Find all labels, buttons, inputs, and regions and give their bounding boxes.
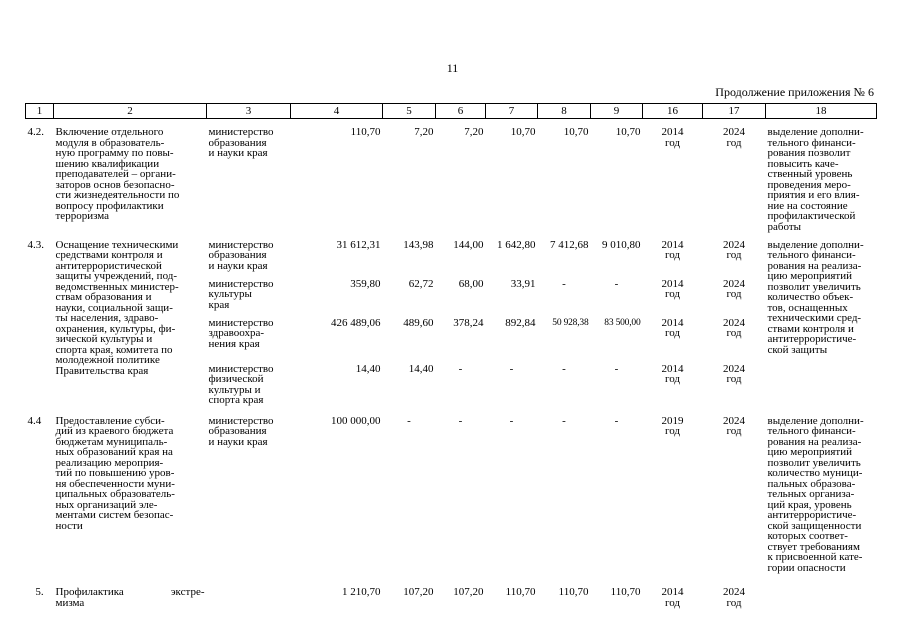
executor: министерство образования и науки края [208,238,274,272]
value-cell: - [562,362,566,375]
end-year: 2024 год [723,414,745,437]
value-cell: 110,70 [505,586,536,598]
end-year: 2024 год [723,238,745,261]
value-cell: - [458,414,463,427]
value-cell: 7,20 [464,126,484,138]
value-cell: 7 412,68 [550,238,589,251]
start-year: 2014 год [661,277,684,300]
sub-rows [207,234,766,414]
value-cell: 31 612,31 [336,238,381,251]
value-cell: - [614,414,619,427]
expected-result: выделение дополни- тельного финанси- рования на реализа- цию мероприятий позволит увеличить количество муници- пальных образова- тельных организа- ций края, уровень антитеррористиче- ской защищенности которых соответ- ствует требованиям к присвоенной кате- гории опасности [767,414,864,574]
expected-result: выделение дополни- тельного финанси- рования на реализа- цию мероприятий позволит увеличить количество объек- тов, оснащенных техническими сред- ствами контроля и антитеррористиче- ской защиты [767,238,864,356]
value-cell: 489,60 [403,316,434,329]
measure-title: Включение отдельного модуля в образователь- ную программу по повы- шению квалификации преподавателей – органи- заторов основ безопасно- сти жизнедеятельности по вопросу профилактики терроризма [55,126,180,222]
value-cell: 426 489,06 [331,316,381,329]
executor: министерство здравоохра- нения края [208,316,274,350]
row-number: 4.2. [27,126,44,138]
table-row-4-4 [26,414,877,582]
executor: министерство культуры края [208,277,274,311]
column-header: 2 [54,104,207,119]
start-year: 2014 год [661,586,684,609]
value-cell: 378,24 [453,316,484,329]
sub-row-health [207,318,766,364]
value-cell: 110,70 [350,126,381,138]
start-year: 2014 год [661,238,684,261]
column-header: 7 [486,104,538,119]
value-cell: 100 000,00 [331,414,381,427]
value-cell: 10,70 [510,126,536,138]
measure-title: Профилактика экстре- мизма [55,586,205,609]
value-cell: 359,80 [350,277,381,290]
end-year: 2024 год [723,586,745,609]
row-number: 4.4 [27,414,42,427]
value-cell: 14,40 [355,362,381,375]
value-cell: 68,00 [458,277,484,290]
column-header-row [26,104,877,119]
row-number: 4.3. [27,238,44,251]
column-header: 8 [538,104,591,119]
column-header: 17 [703,104,766,119]
page-number: 11 [446,61,459,75]
value-cell: 33,91 [510,277,536,290]
sub-row-sport [207,364,766,414]
column-header: 4 [291,104,383,119]
table-row-5 [26,581,877,608]
executor: министерство образования и науки края [208,414,274,448]
value-cell: 10,70 [615,126,641,138]
value-cell: 143,98 [403,238,434,251]
executor: министерство физической культуры и спорта края [208,362,274,406]
column-header: 1 [26,104,54,119]
executor: министерство образования и науки края [208,126,274,159]
value-cell: 10,70 [563,126,589,138]
value-cell: - [614,362,619,375]
end-year: 2024 год [723,316,745,339]
column-header: 5 [383,104,436,119]
start-year: 2014 год [661,316,684,339]
value-cell: 83 500,00 [604,317,641,328]
table-row-4-2 [26,119,877,234]
value-cell: 107,20 [403,586,434,598]
value-cell: 9 010,80 [602,238,641,251]
executor [207,581,291,608]
start-year: 2019 год [661,414,684,437]
row-number: 5. [35,586,44,598]
continuation-label: Продолжение приложения № 6 [715,85,874,99]
value-cell: 110,70 [558,586,589,598]
sub-row-culture [207,279,766,318]
value-cell: 7,20 [414,126,434,138]
start-year: 2014 год [661,126,684,149]
expected-result: выделение дополни- тельного финанси- рования позволит повысить каче- ственный уровень проведения меро- приятия и его влия- ние на состояние профилактической работы [767,126,864,233]
value-cell: 50 928,38 [552,317,589,328]
value-cell: 1 642,80 [497,238,536,251]
expected-result [766,581,877,608]
column-header: 6 [436,104,486,119]
value-cell: - [509,414,514,427]
measure-title: Оснащение техническими средствами контроля и антитеррористической защиты учреждений, под- ведомственных министер- ствам образования и науки, социальной защи- ты населения, здраво- охранения, культуры, фи- зической культуры и спорта края, комитета по молодежной политике Правительства края [55,238,179,377]
value-cell: 144,00 [453,238,484,251]
value-cell: - [562,414,566,427]
sub-row-education [207,240,766,279]
end-year: 2024 год [723,277,745,300]
column-header: 3 [207,104,291,119]
value-cell: 14,40 [408,362,434,375]
value-cell: - [509,362,514,375]
value-cell: 107,20 [453,586,484,598]
column-header: 9 [591,104,643,119]
end-year: 2024 год [723,362,745,385]
value-cell: 62,72 [408,277,434,290]
value-cell: 892,84 [505,316,536,329]
program-table [25,103,877,608]
measure-title: Предоставление субси- дий из краевого бюджета бюджетам муниципаль- ных образований края на реализацию мероприя- тий по повышению уров- ня обеспеченности муни- ципальных образователь- ных организаций эле- ментами систем безопас- ности [55,414,175,532]
value-cell: 110,70 [610,586,641,598]
value-cell: 1 210,70 [342,586,381,598]
start-year: 2014 год [661,362,684,385]
value-cell: - [614,277,619,290]
column-header: 16 [643,104,703,119]
end-year: 2024 год [723,126,745,149]
value-cell: - [458,362,463,375]
value-cell: - [407,414,411,427]
value-cell: - [562,277,566,290]
table-row-4-3 [26,234,877,414]
column-header: 18 [766,104,877,119]
